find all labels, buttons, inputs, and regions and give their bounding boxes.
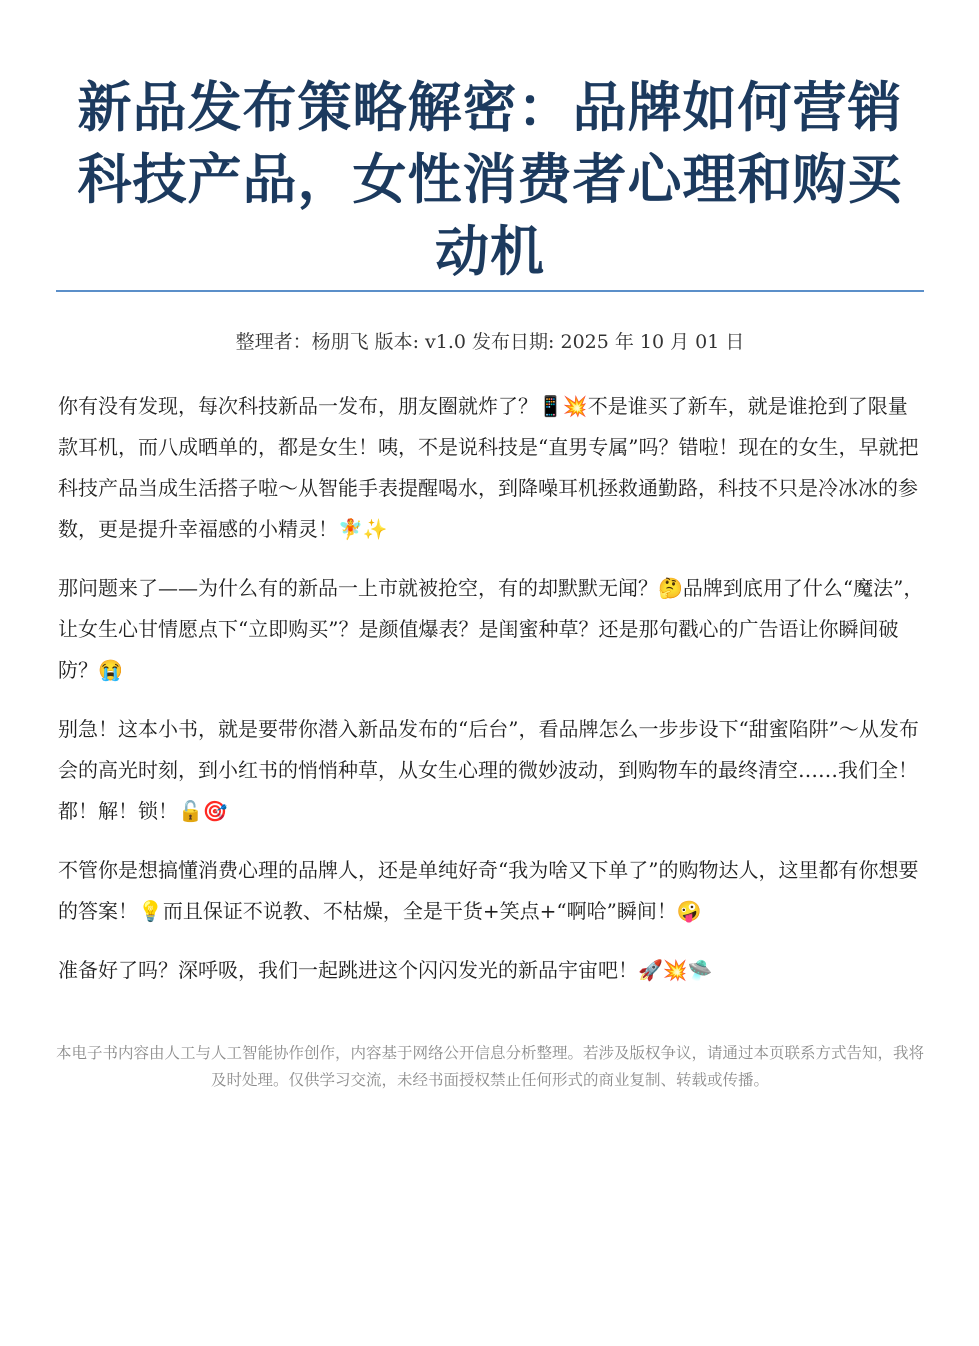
document-meta: 整理者：杨朋飞 版本: v1.0 发布日期: 2025 年 10 月 01 日 — [235, 331, 745, 353]
paragraph-intro: 你有没有发现，每次科技新品一发布，朋友圈就炸了？📱💥不是谁买了新车，就是谁抢到了限量款耳机，而八成晒单的，都是女生！咦，不是说科技是“直男专属”吗？错啦！现在的女生，早就把科技产品当成生活搭子啦～从智能手表提醒喝水，到降噪耳机拯救通勤路，科技不只是冷冰冰的参数，更是提升幸福感的小精灵！🧚✨ — [58, 394, 919, 541]
paragraph-closing: 准备好了吗？深呼吸，我们一起跳进这个闪闪发光的新品宇宙吧！🚀💥🛸 — [58, 958, 713, 982]
page-title: 新品发布策略解密：品牌如何营销科技产品，女性消费者心理和购买动机 — [77, 76, 903, 283]
paragraph-question: 那问题来了——为什么有的新品一上市就被抢空，有的却默默无闻？🤔品牌到底用了什么“魔法”，让女生心甘情愿点下“立即购买”？是颜值爆表？是闺蜜种草？还是那句戳心的广告语让你瞬间破防？😭 — [58, 576, 924, 682]
paragraph-audience: 不管你是想搞懂消费心理的品牌人，还是单纯好奇“我为啥又下单了”的购物达人，这里都有你想要的答案！💡而且保证不说教、不枯燥，全是干货+笑点+“啊哈”瞬间！🤪 — [58, 858, 919, 923]
paragraph-book-purpose: 别急！这本小书，就是要带你潜入新品发布的“后台”，看品牌怎么一步步设下“甜蜜陷阱”～从发布会的高光时刻，到小红书的悄悄种草，从女生心理的微妙波动，到购物车的最终清空……我们全！都！解！锁！🔓🎯 — [58, 717, 919, 823]
body-text — [58, 386, 924, 1009]
copyright-disclaimer: 本电子书内容由人工与人工智能协作创作，内容基于网络公开信息分析整理。若涉及版权争议，请通过本页联系方式告知，我将及时处理。仅供学习交流，未经书面授权禁止任何形式的商业复制、转载或传播。 — [56, 1044, 925, 1089]
title-divider — [56, 290, 924, 292]
